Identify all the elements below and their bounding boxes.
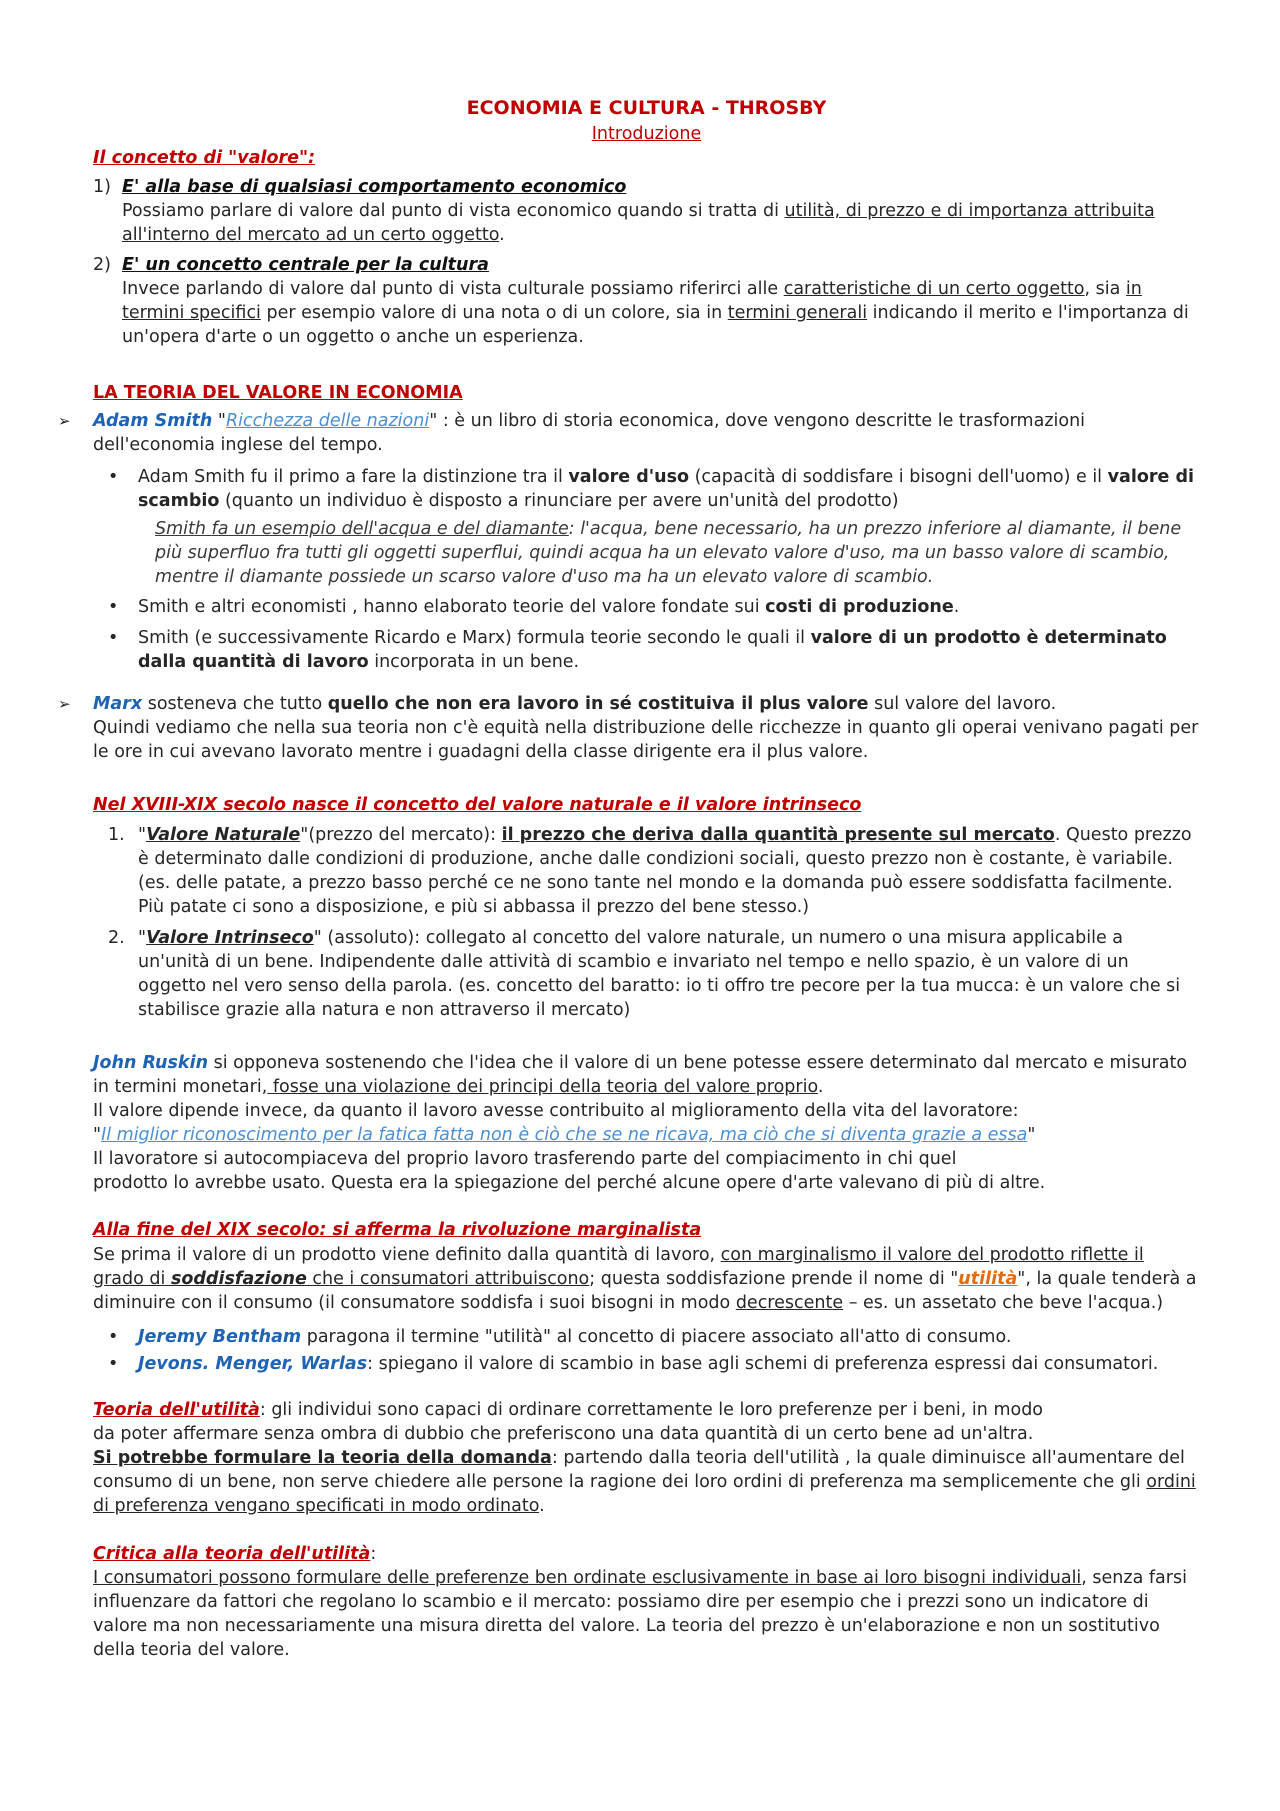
text-run: " (assoluto): collegato al concetto del valore naturale, un numero o una misura applicabile a un'unità di un bene. Indipendente dalle attività di scambio e invariato nel tempo e nello spazio, è un valore di un oggetto nel vero senso della parola. (es. concetto del baratto: io ti offro tre pecore per la tua mucca: è un valore che si stabilisce grazie alla natura e non attraverso il mercato) [138,928,1181,1020]
text-run: – es. un assetato che beve l'acqua.) [843,1293,1164,1313]
text-run: " [1027,1125,1036,1145]
text-run: , sia [1084,279,1126,299]
bold-text: valore di un prodotto è determinato dalla quantità di lavoro [138,628,1167,672]
numbered-item-economic [93,175,1200,247]
underlined-text: Smith fa un esempio dell'acqua e del diamante [155,519,569,539]
paragraph-line: prodotto lo avrebbe usato. Questa era la spiegazione del perché alcune opere d'arte valevano di più di altre. [93,1173,1046,1193]
section-heading-natural-intrinsic: Nel XVIII-XIX secolo nasce il concetto del valore naturale e il valore intrinseco [93,795,862,815]
text-run: Adam Smith fu il primo a fare la distinzione tra il [138,467,569,487]
paragraph [93,692,1200,716]
text-run: Se prima il valore di un prodotto viene definito dalla quantità di lavoro, [93,1245,721,1265]
text-run: paragona il termine "utilità" al concetto di piacere associato all'atto di consumo. [301,1327,1012,1347]
paragraph: Il valore dipende invece, da quanto il lavoro avesse contribuito al miglioramento della vita del lavoratore: [93,1101,1019,1121]
author-name: Jevons. Menger, Warlas [138,1354,368,1374]
numbered-item-culture [93,253,1200,349]
paragraph-ruskin [93,1051,1200,1195]
document-subtitle: Introduzione [591,124,702,144]
text-run: : l'acqua, bene necessario, ha un prezzo inferiore al diamante, il bene più superfluo fra tutti gli oggetti superflui, quindi acqua ha un elevato valore d'uso, ma un basso valore di scambio, mentre il diamante possiede un scarso valore d'uso ma ha un elevato valore di scambio. [155,519,1182,587]
author-name: John Ruskin [93,1053,209,1073]
text-run: incorporata in un bene. [368,652,580,672]
bullet-item-production-costs [93,595,1200,619]
item-number: 1) [93,177,111,197]
bold-text: quello che non era lavoro in sé costituiva il plus valore [327,694,869,714]
paragraph-marginalism [93,1243,1200,1315]
text-run: . Questo prezzo è determinato dalle condizioni di produzione, anche dalle condizioni sociali, questo prezzo non è costante, è variabile. (es. delle patate, a prezzo basso perché ce ne sono tante nel mondo e la domanda può essere soddisfatta facilmente. Più patate ci sono a disposizione, e più si abbassa il prezzo del bene stesso.) [138,825,1192,917]
text-run: . [499,225,505,245]
bold-underlined-text: il prezzo che deriva dalla quantità presente sul mercato [501,825,1055,845]
item-body [122,277,1200,349]
bold-underlined-text: Si potrebbe formulare la teoria della domanda [93,1448,552,1468]
text-run: . [817,1077,824,1097]
heading-text: Critica alla teoria dell'utilità [93,1544,371,1564]
underlined-text: utilità, di prezzo e di importanza attribuita all'interno del mercato ad un certo oggetto [122,201,1155,245]
item-number: 2) [93,255,111,275]
paragraph [93,1446,1200,1518]
author-name: Jeremy Bentham [138,1327,302,1347]
text-run: per esempio valore di una nota o di un colore, sia in [260,303,728,323]
text-run: . [539,1496,545,1516]
text-run: indicando il merito e l'importanza di un'opera d'arte o un oggetto o anche un esperienza. [122,303,1189,347]
bold-text: valore di scambio [138,467,1194,511]
text-run: : partendo dalla teoria dell'utilità , la quale diminuisce all'aumentare del consumo di un bene, non serve chiedere alle persone la ragione dei loro ordini di preferenza ma semplicemente che gli [93,1448,1185,1492]
quote-line [93,1123,1200,1147]
text-run: " : è un libro di storia economica, dove vengono descritte le trasformazioni dell'economia inglese del tempo. [93,411,1086,455]
paragraph [93,1051,1200,1099]
term-text: Valore Intrinseco [146,928,314,948]
example-water-diamond [93,517,1200,589]
text-run: sul valore del lavoro. [868,694,1057,714]
bullet-item-jevons [93,1352,1200,1376]
paragraph-line: Il lavoratore si autocompiaceva del proprio lavoro trasferendo parte del compiacimento in chi quel [93,1149,957,1169]
underlined-text: in termini specifici [122,279,1142,323]
text-run: sosteneva che tutto [142,694,328,714]
underlined-text: fosse una violazione dei principi della teoria del valore proprio [267,1077,818,1097]
underlined-text: caratteristiche di un certo oggetto [783,279,1085,299]
item-body [122,199,1200,247]
text-run: " [138,928,147,948]
text-run: . [953,597,960,617]
bullet-dot-icon: • [108,467,119,487]
term-text: soddisfazione [170,1269,307,1289]
book-link[interactable]: Ricchezza delle nazioni [225,411,430,431]
text-run: Possiamo parlare di valore dal punto di vista economico quando si tratta di [122,201,785,221]
underlined-text: che i consumatori attribuiscono [306,1269,590,1289]
author-name: Marx [93,694,143,714]
highlight-utility: utilità [958,1269,1018,1289]
section-heading-marginalism: Alla fine del XIX secolo: si afferma la rivoluzione marginalista [93,1220,702,1240]
underlined-text: con marginalismo il valore del prodotto riflette il grado di [93,1245,1144,1289]
bullet-dot-icon: • [108,1327,119,1347]
paragraph-critique [93,1566,1200,1662]
text-run: Invece parlando di valore dal punto di vista culturale possiamo riferirci alle [122,279,784,299]
text-run: , senza farsi influenzare da fattori che regolano lo scambio e il mercato: possiamo dire per esempio che i prezzi sono un indicatore di valore ma non necessariamente una misura diretta del valore. La teoria del prezzo è un'elaborazione e non un sostitutivo della teoria del valore. [93,1568,1187,1660]
author-name: Adam Smith [93,411,213,431]
paragraph-utility-theory [93,1398,1200,1518]
text-run: " [93,1125,102,1145]
text-run: : gli individui sono capaci di ordinare correttamente le loro preferenze per i beni, in modo [259,1400,1044,1420]
term-text: Valore Naturale [146,825,301,845]
document-title: ECONOMIA E CULTURA - THROSBY [466,97,827,119]
underlined-text: termini generali [727,303,868,323]
text-run: ", la quale tenderà a diminuire con il consumo (il consumatore soddisfa i suoi bisogni in modo [93,1269,1197,1313]
item-number: 1. [108,825,125,845]
bullet-dot-icon: • [108,1354,119,1374]
arrow-item-marx [58,692,1200,764]
quote-link[interactable]: Il miglior riconoscimento per la fatica fatta non è ciò che se ne ricava, ma ciò che si diventa grazie a essa [101,1125,1028,1145]
text-run: si opponeva sostenendo che l'idea che il valore di un bene potesse essere determinato dal mercato e misurato in termini monetari, [93,1053,1188,1097]
text-run: (capacità di soddisfare i bisogni dell'uomo) e il [689,467,1108,487]
text-run: ; questa soddisfazione prende il nome di " [589,1269,959,1289]
document-body [58,96,1200,1662]
numbered-item-intrinsic-value [93,926,1200,1022]
bold-text: costi di produzione [765,597,954,617]
text-run: " [138,825,147,845]
bullet-item-value-distinction [93,465,1200,513]
text-run: : [370,1544,377,1564]
text-run: (quanto un individuo è disposto a rinunciare per avere un'unità del prodotto) [219,491,899,511]
text-run: "(prezzo del mercato): [300,825,502,845]
section-heading-value-theory: LA TEORIA DEL VALORE IN ECONOMIA [93,383,463,403]
bullet-item-labour-value [93,626,1200,674]
numbered-item-natural-value [93,823,1200,919]
section-heading-value-concept: Il concetto di "valore": [93,148,316,168]
text-run: " [212,411,226,431]
arrow-item-adam-smith [58,409,1200,457]
text-run: Smith (e successivamente Ricardo e Marx) formula teorie secondo le quali il [138,628,811,648]
paragraph: Quindi vediamo che nella sua teoria non c'è equità nella distribuzione delle ricchezze in quanto gli operai venivano pagati per le ore in cui avevano lavorato mentre i guadagni della classe dirigente era il plus valore. [93,718,1199,762]
arrow-bullet-icon: ➢ [58,695,71,713]
paragraph-line: da poter affermare senza ombra di dubbio che preferiscono una data quantità di un certo bene ad un'altra. [93,1424,1034,1444]
bullet-dot-icon: • [108,628,119,648]
item-heading: E' alla base di qualsiasi comportamento economico [122,177,627,197]
term-utility-theory: Teoria dell'utilità [93,1400,260,1420]
bullet-dot-icon: • [108,597,119,617]
text-run: Smith e altri economisti , hanno elaborato teorie del valore fondate sui [138,597,766,617]
item-heading: E' un concetto centrale per la cultura [122,255,489,275]
paragraph-line [93,1398,1200,1422]
underlined-text: I consumatori possono formulare delle preferenze ben ordinate esclusivamente in base ai loro bisogni individuali [93,1568,1082,1588]
item-number: 2. [108,928,125,948]
underlined-text: ordini di preferenza vengano specificati in modo ordinato [93,1472,1196,1516]
underlined-text: decrescente [735,1293,844,1313]
section-heading-critique [93,1542,1200,1566]
arrow-bullet-icon: ➢ [58,412,71,430]
text-run: : spiegano il valore di scambio in base agli schemi di preferenza espressi dai consumatori. [367,1354,1159,1374]
bold-text: valore d'uso [568,467,690,487]
bullet-item-bentham [93,1325,1200,1349]
